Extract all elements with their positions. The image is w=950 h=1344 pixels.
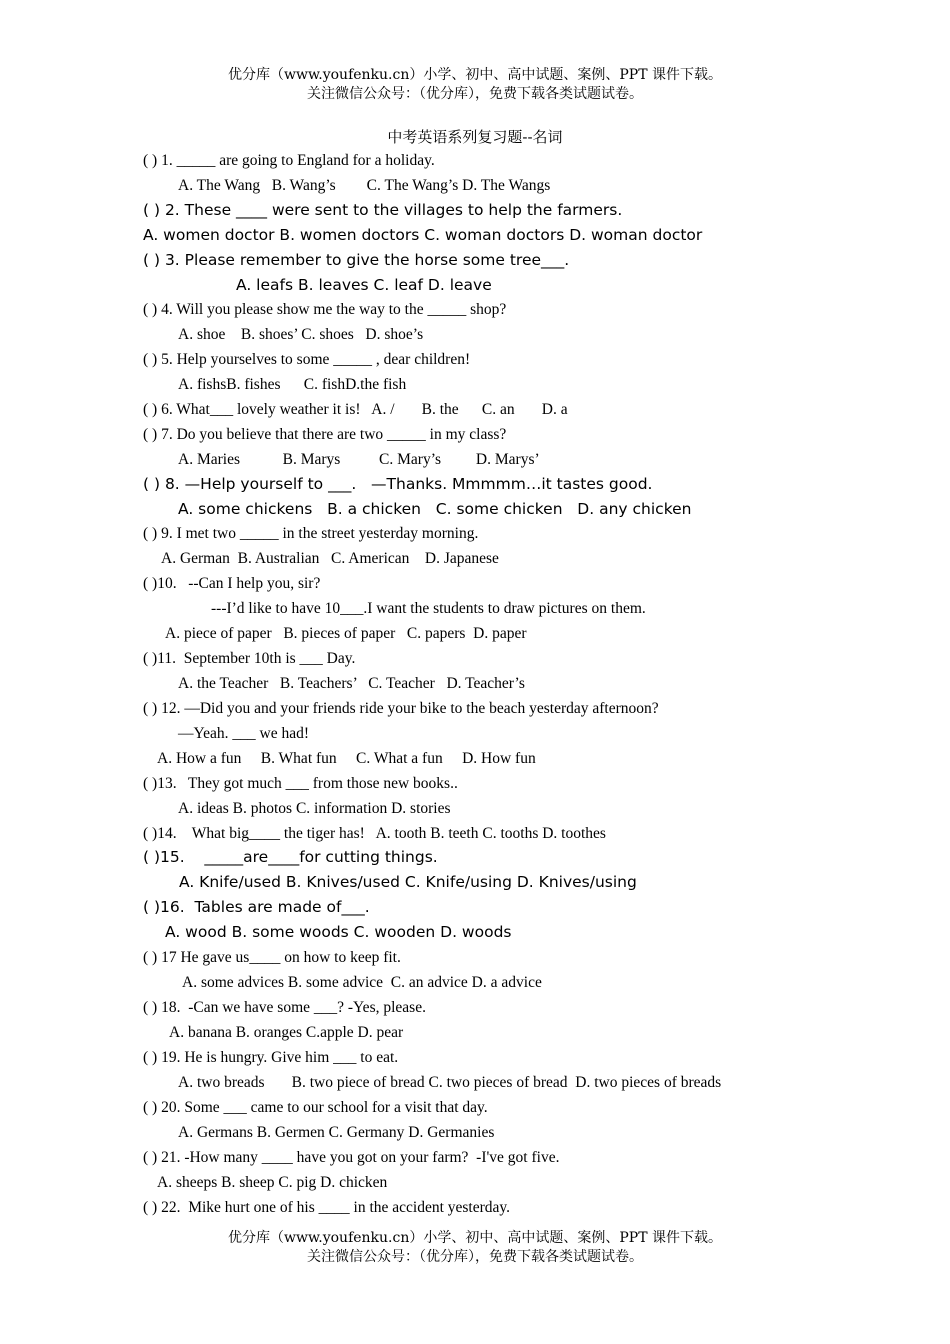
options-line: A. wood B. some woods C. wooden D. woods <box>165 923 512 941</box>
options-line: A. Maries B. Marys C. Mary’s D. Marys’ <box>178 451 540 468</box>
options-line: A. piece of paper B. pieces of paper C. papers D. paper <box>165 625 527 642</box>
question-line: ( ) 2. These ____ were sent to the villages to help the farmers. <box>143 201 623 219</box>
options-line: A. banana B. oranges C.apple D. pear <box>169 1024 404 1041</box>
options-line: A. some chickens B. a chicken C. some chicken D. any chicken <box>178 500 692 518</box>
options-line: A. women doctor B. women doctors C. woman doctors D. woman doctor <box>143 226 703 244</box>
question-line: ( ) 4. Will you please show me the way to the _____ shop? <box>143 301 507 318</box>
question-line: ( )16. Tables are made of___. <box>143 898 370 916</box>
question-line: ( ) 1. _____ are going to England for a holiday. <box>143 152 435 169</box>
question-line: ( ) 20. Some ___ came to our school for a visit that day. <box>143 1099 488 1116</box>
question-line: ( ) 5. Help yourselves to some _____ , dear children! <box>143 351 471 368</box>
options-line: A. leafs B. leaves C. leaf D. leave <box>236 276 492 294</box>
question-line: ---I’d like to have 10___.I want the students to draw pictures on them. <box>211 600 646 617</box>
question-line: ( ) 17 He gave us____ on how to keep fit. <box>143 949 401 966</box>
options-line: A. sheeps B. sheep C. pig D. chicken <box>157 1174 388 1191</box>
options-line: A. Germans B. Germen C. Germany D. Germanies <box>178 1124 495 1141</box>
question-line: ( ) 6. What___ lovely weather it is! A. / B. the C. an D. a <box>143 401 568 418</box>
header-line-2: 关注微信公众号：（优分库），免费下载各类试题试卷。 <box>307 86 643 102</box>
options-line: A. The Wang B. Wang’s C. The Wang’s D. The Wangs <box>178 177 551 194</box>
document-title: 中考英语系列复习题--名词 <box>387 128 563 146</box>
options-line: A. How a fun B. What fun C. What a fun D. How fun <box>157 750 536 767</box>
options-line: A. some advices B. some advice C. an advice D. a advice <box>182 974 542 991</box>
question-line: ( ) 18. -Can we have some ___? -Yes, please. <box>143 999 426 1016</box>
page-footer <box>0 1229 950 1267</box>
question-line: ( )11. September 10th is ___ Day. <box>143 650 356 667</box>
question-line: ( ) 21. -How many ____ have you got on your farm? -I've got five. <box>143 1149 560 1166</box>
question-line: ( ) 22. Mike hurt one of his ____ in the accident yesterday. <box>143 1199 511 1216</box>
question-line: ( ) 8. —Help yourself to ___. —Thanks. Mmmmm…it tastes good. <box>143 475 653 493</box>
options-line: A. fishsB. fishes C. fishD.the fish <box>178 376 407 393</box>
header-line-1: 优分库（www.youfenku.cn）小学、初中、高中试题、案例、PPT 课件下载。 <box>227 67 722 83</box>
options-line: A. two breads B. two piece of bread C. two pieces of bread D. two pieces of breads <box>178 1074 722 1091</box>
options-line: A. Knife/used B. Knives/used C. Knife/using D. Knives/using <box>179 873 637 891</box>
question-line: ( )14. What big____ the tiger has! A. tooth B. teeth C. tooths D. toothes <box>143 825 606 842</box>
question-line: ( ) 3. Please remember to give the horse some tree___. <box>143 251 570 269</box>
question-line: ( ) 12. —Did you and your friends ride your bike to the beach yesterday afternoon? <box>143 700 659 717</box>
question-line: —Yeah. ___ we had! <box>178 725 310 742</box>
question-line: ( )10. --Can I help you, sir? <box>143 575 321 592</box>
options-line: A. the Teacher B. Teachers’ C. Teacher D. Teacher’s <box>178 675 525 692</box>
footer-line-1: 优分库（www.youfenku.cn）小学、初中、高中试题、案例、PPT 课件下载。 <box>227 1230 722 1246</box>
question-line: ( )15. _____are____for cutting things. <box>143 848 438 866</box>
options-line: A. German B. Australian C. American D. Japanese <box>161 550 499 567</box>
question-line: ( ) 7. Do you believe that there are two _____ in my class? <box>143 426 507 443</box>
options-line: A. shoe B. shoes’ C. shoes D. shoe’s <box>178 326 424 343</box>
page-header <box>0 66 950 104</box>
footer-line-2: 关注微信公众号：（优分库），免费下载各类试题试卷。 <box>307 1249 643 1265</box>
question-line: ( )13. They got much ___ from those new books.. <box>143 775 458 792</box>
options-line: A. ideas B. photos C. information D. stories <box>178 800 451 817</box>
question-line: ( ) 19. He is hungry. Give him ___ to eat. <box>143 1049 399 1066</box>
question-line: ( ) 9. I met two _____ in the street yesterday morning. <box>143 525 479 542</box>
